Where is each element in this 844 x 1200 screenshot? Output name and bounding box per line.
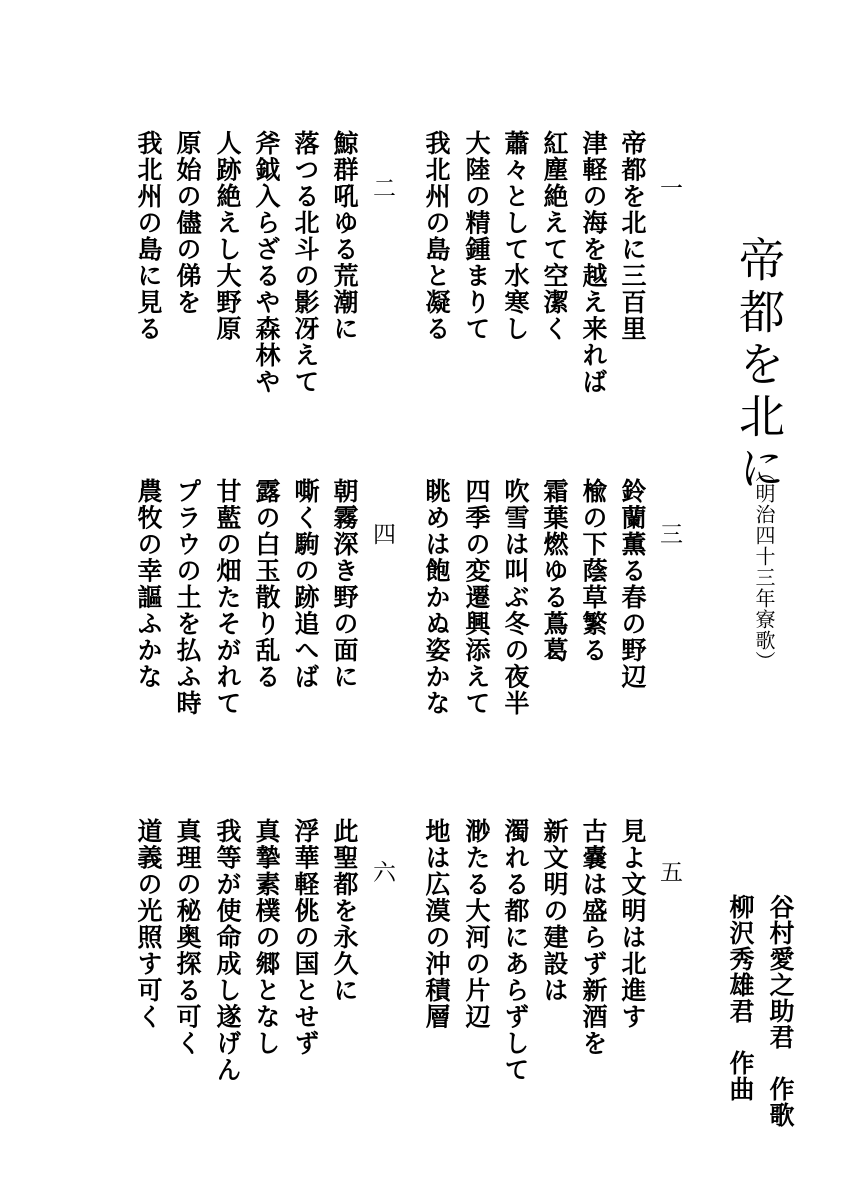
stanza-3-line-6: 眺めは飽かぬ姿かな bbox=[422, 478, 451, 717]
stanza-2-line-1: 鯨群吼ゆる荒潮に bbox=[330, 130, 359, 342]
stanza-3-line-5: 四季の変遷興添えて bbox=[462, 478, 491, 717]
stanza-4-number: 四 bbox=[369, 522, 395, 545]
stanza-1-line-5: 大陸の精鍾まりて bbox=[462, 130, 491, 342]
stanza-6-line-1: 此聖都を永久に bbox=[330, 818, 359, 1004]
lyricist-credit: 谷村愛之助君 作歌 bbox=[766, 894, 795, 1128]
stanza-2-line-2: 落つる北斗の影冴えて bbox=[291, 130, 320, 395]
stanza-4-line-4: 甘藍の畑たそがれて bbox=[213, 478, 242, 717]
stanza-1-number: 一 bbox=[656, 176, 682, 199]
stanza-2-line-5: 原始の儘の俤を bbox=[173, 130, 202, 316]
stanza-2-line-6: 我北州の島に見る bbox=[134, 130, 163, 342]
stanza-3-line-3: 霜葉燃ゆる蔦葛 bbox=[540, 478, 569, 664]
stanza-3-line-2: 楡の下蔭草繁る bbox=[579, 478, 608, 664]
stanza-1-line-3: 紅塵絶えて空潔く bbox=[540, 130, 569, 342]
stanza-5-line-5: 渺たる大河の片辺 bbox=[462, 818, 491, 1030]
stanza-5-line-1: 見よ文明は北進す bbox=[618, 818, 647, 1030]
song-subtitle: （明治四十三年寮歌） bbox=[752, 462, 776, 672]
stanza-3-line-1: 鈴蘭薫る春の野辺 bbox=[618, 478, 647, 690]
stanza-4-line-3: 露の白玉散り乱る bbox=[252, 478, 281, 690]
stanza-1-line-2: 津軽の海を越え来れば bbox=[579, 130, 608, 395]
stanza-4-line-5: プラウの土を払ふ時 bbox=[173, 478, 202, 717]
stanza-2-number: 二 bbox=[369, 176, 395, 199]
stanza-3-line-4: 吹雪は叫ぶ冬の夜半 bbox=[501, 478, 530, 717]
stanza-2-line-4: 人跡絶えし大野原 bbox=[213, 130, 242, 342]
stanza-5-line-6: 地は広漠の沖積層 bbox=[422, 818, 451, 1030]
stanza-5-number: 五 bbox=[656, 860, 682, 883]
stanza-3-number: 三 bbox=[656, 522, 682, 545]
stanza-5-line-4: 濁れる都にあらずして bbox=[501, 818, 530, 1083]
stanza-2-line-3: 斧鉞入らざるや森林や bbox=[252, 130, 281, 395]
stanza-5-line-2: 古嚢は盛らず新酒を bbox=[579, 818, 608, 1057]
song-title: 帝都を北に bbox=[732, 236, 786, 496]
stanza-1-line-6: 我北州の島と凝る bbox=[422, 130, 451, 342]
stanza-5-line-3: 新文明の建設は bbox=[540, 818, 569, 1004]
stanza-6-number: 六 bbox=[369, 860, 395, 883]
stanza-1-line-1: 帝都を北に三百里 bbox=[618, 130, 647, 342]
stanza-6-line-3: 真摯素樸の郷となし bbox=[252, 818, 281, 1057]
stanza-4-line-6: 農牧の幸謳ふかな bbox=[134, 478, 163, 690]
stanza-1-line-4: 蕭々として水寒し bbox=[501, 130, 530, 342]
stanza-6-line-4: 我等が使命成し遂げん bbox=[213, 818, 242, 1083]
stanza-6-line-2: 浮華軽佻の国とせず bbox=[291, 818, 320, 1057]
stanza-6-line-6: 道義の光照す可く bbox=[134, 818, 163, 1030]
stanza-4-line-2: 嘶く駒の跡追へば bbox=[291, 478, 320, 690]
stanza-4-line-1: 朝霧深き野の面に bbox=[330, 478, 359, 690]
composer-credit: 柳沢秀雄君 作曲 bbox=[726, 894, 755, 1102]
stanza-6-line-5: 真理の秘奥探る可く bbox=[173, 818, 202, 1057]
